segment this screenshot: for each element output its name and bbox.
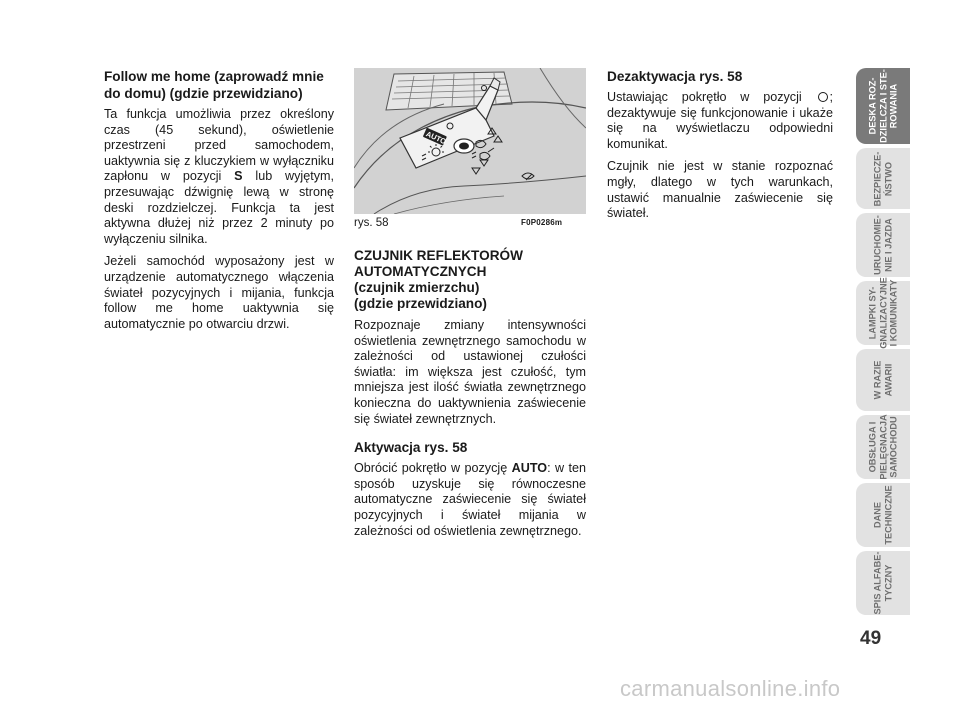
page-number: 49 [860,628,882,649]
lever-illustration [354,68,586,214]
tab-label: DANE TECHNICZNE [872,485,893,545]
paragraph [354,461,586,539]
paragraph [104,107,334,247]
text: Ustawiając pokrętło w pozycji [607,90,816,104]
column-deactivation [607,68,833,229]
auto-label: AUTO [424,129,448,147]
paragraph: Jeżeli samochód wyposażony jest w urządzenie automatycznego włączenia świateł pozycyjnych i mijania, funkcja follow me home uaktywnia się automatycznie po otwarciu drzwi. [104,254,334,331]
tab-safety[interactable] [856,148,910,209]
tab-label: SPIS ALFABE- TYCZNY [872,551,893,615]
figure-light-switch-lever [354,68,586,214]
key-position: S [234,169,243,184]
column-automatic-headlights [354,248,586,546]
heading-caps: CZUJNIK REFLEKTORÓW AUTOMATYCZNYCH [354,248,523,279]
paragraph [607,90,833,152]
text: ; dezaktywuje się funkcjonowanie i ukaże się na wyświetlaczu odpowiedni komunikat. [607,90,833,151]
section-heading-automatic-headlights [354,248,586,312]
tab-label: W RAZIE AWARII [872,360,893,400]
tab-label: BEZPIECZE- ŃSTWO [872,151,893,206]
text: Ta funkcja umożliwia przez określony czas (45 sekund), oświetlenie przestrzeni przed samochodem, uaktywnia się z kluczykiem w wyłączniku zapłonu w pozycji [104,107,334,184]
text: : w ten sposób uzyskuje się równoczesne automatyczne zaświecenie się świateł pozycyjnych i świateł mijania w zależności od oświetlenia zewnętrznego. [354,461,586,538]
paragraph: Rozpoznaje zmiany intensywności oświetlenia zewnętrznego samochodu w zależności od ustawionej czułości światła: im większa jest czułość, tym mniejsza jest ilość światła zewnętrznego konieczna do uaktywnienia zaświecenie się świateł zewnętrznych. [354,318,586,426]
text: lub wyjętym, przesuwając dźwignię lewą w stronę deski rozdzielczej. Funkcja ta jest aktywna dłużej niż przez 2 minuty po wyłączeniu silnika. [104,169,334,246]
column-follow-me-home [104,68,334,339]
off-position-icon [818,92,828,102]
tab-warning-lights[interactable] [856,277,910,349]
tab-dashboard-controls[interactable] [856,68,910,144]
auto-position: AUTO [511,461,548,476]
tab-emergency[interactable] [856,349,910,411]
section-heading-follow-me-home: Follow me home (zaprowadź mnie do domu) (gdzie przewidziano) [104,69,324,101]
figure-code: F0P0286m [521,218,563,227]
section-heading-activation: Aktywacja rys. 58 [354,440,468,456]
tab-label: URUCHOMIE- NIE I JAZDA [872,215,893,275]
watermark: carmanualsonline.info [620,676,841,701]
section-heading-deactivation: Dezaktywacja rys. 58 [607,69,743,84]
paragraph: Czujnik nie jest w stanie rozpoznać mgły, dlatego w tych warunkach, ustawić manualnie zaświecenie się świateł. [607,159,833,221]
tab-starting-driving[interactable] [856,213,910,277]
heading-sub: (czujnik zmierzchu) [354,280,480,295]
text: Obrócić pokrętło w pozycję [354,461,512,476]
heading-sub: (gdzie przewidziano) [354,296,487,311]
tab-label: OBSŁUGA I PIELĘGNACJA SAMOCHODU [867,414,899,480]
tab-label: DESKA ROZ- DZIELCZA I STE- ROWANIA [867,69,899,143]
tab-label: LAMPKI SY- GNALIZACYJNE I KOMUNIKATY [867,277,899,349]
tab-maintenance[interactable] [856,415,910,479]
tab-index[interactable] [856,551,910,615]
figure-caption: rys. 58 [354,217,389,229]
tab-technical-data[interactable] [856,483,910,547]
